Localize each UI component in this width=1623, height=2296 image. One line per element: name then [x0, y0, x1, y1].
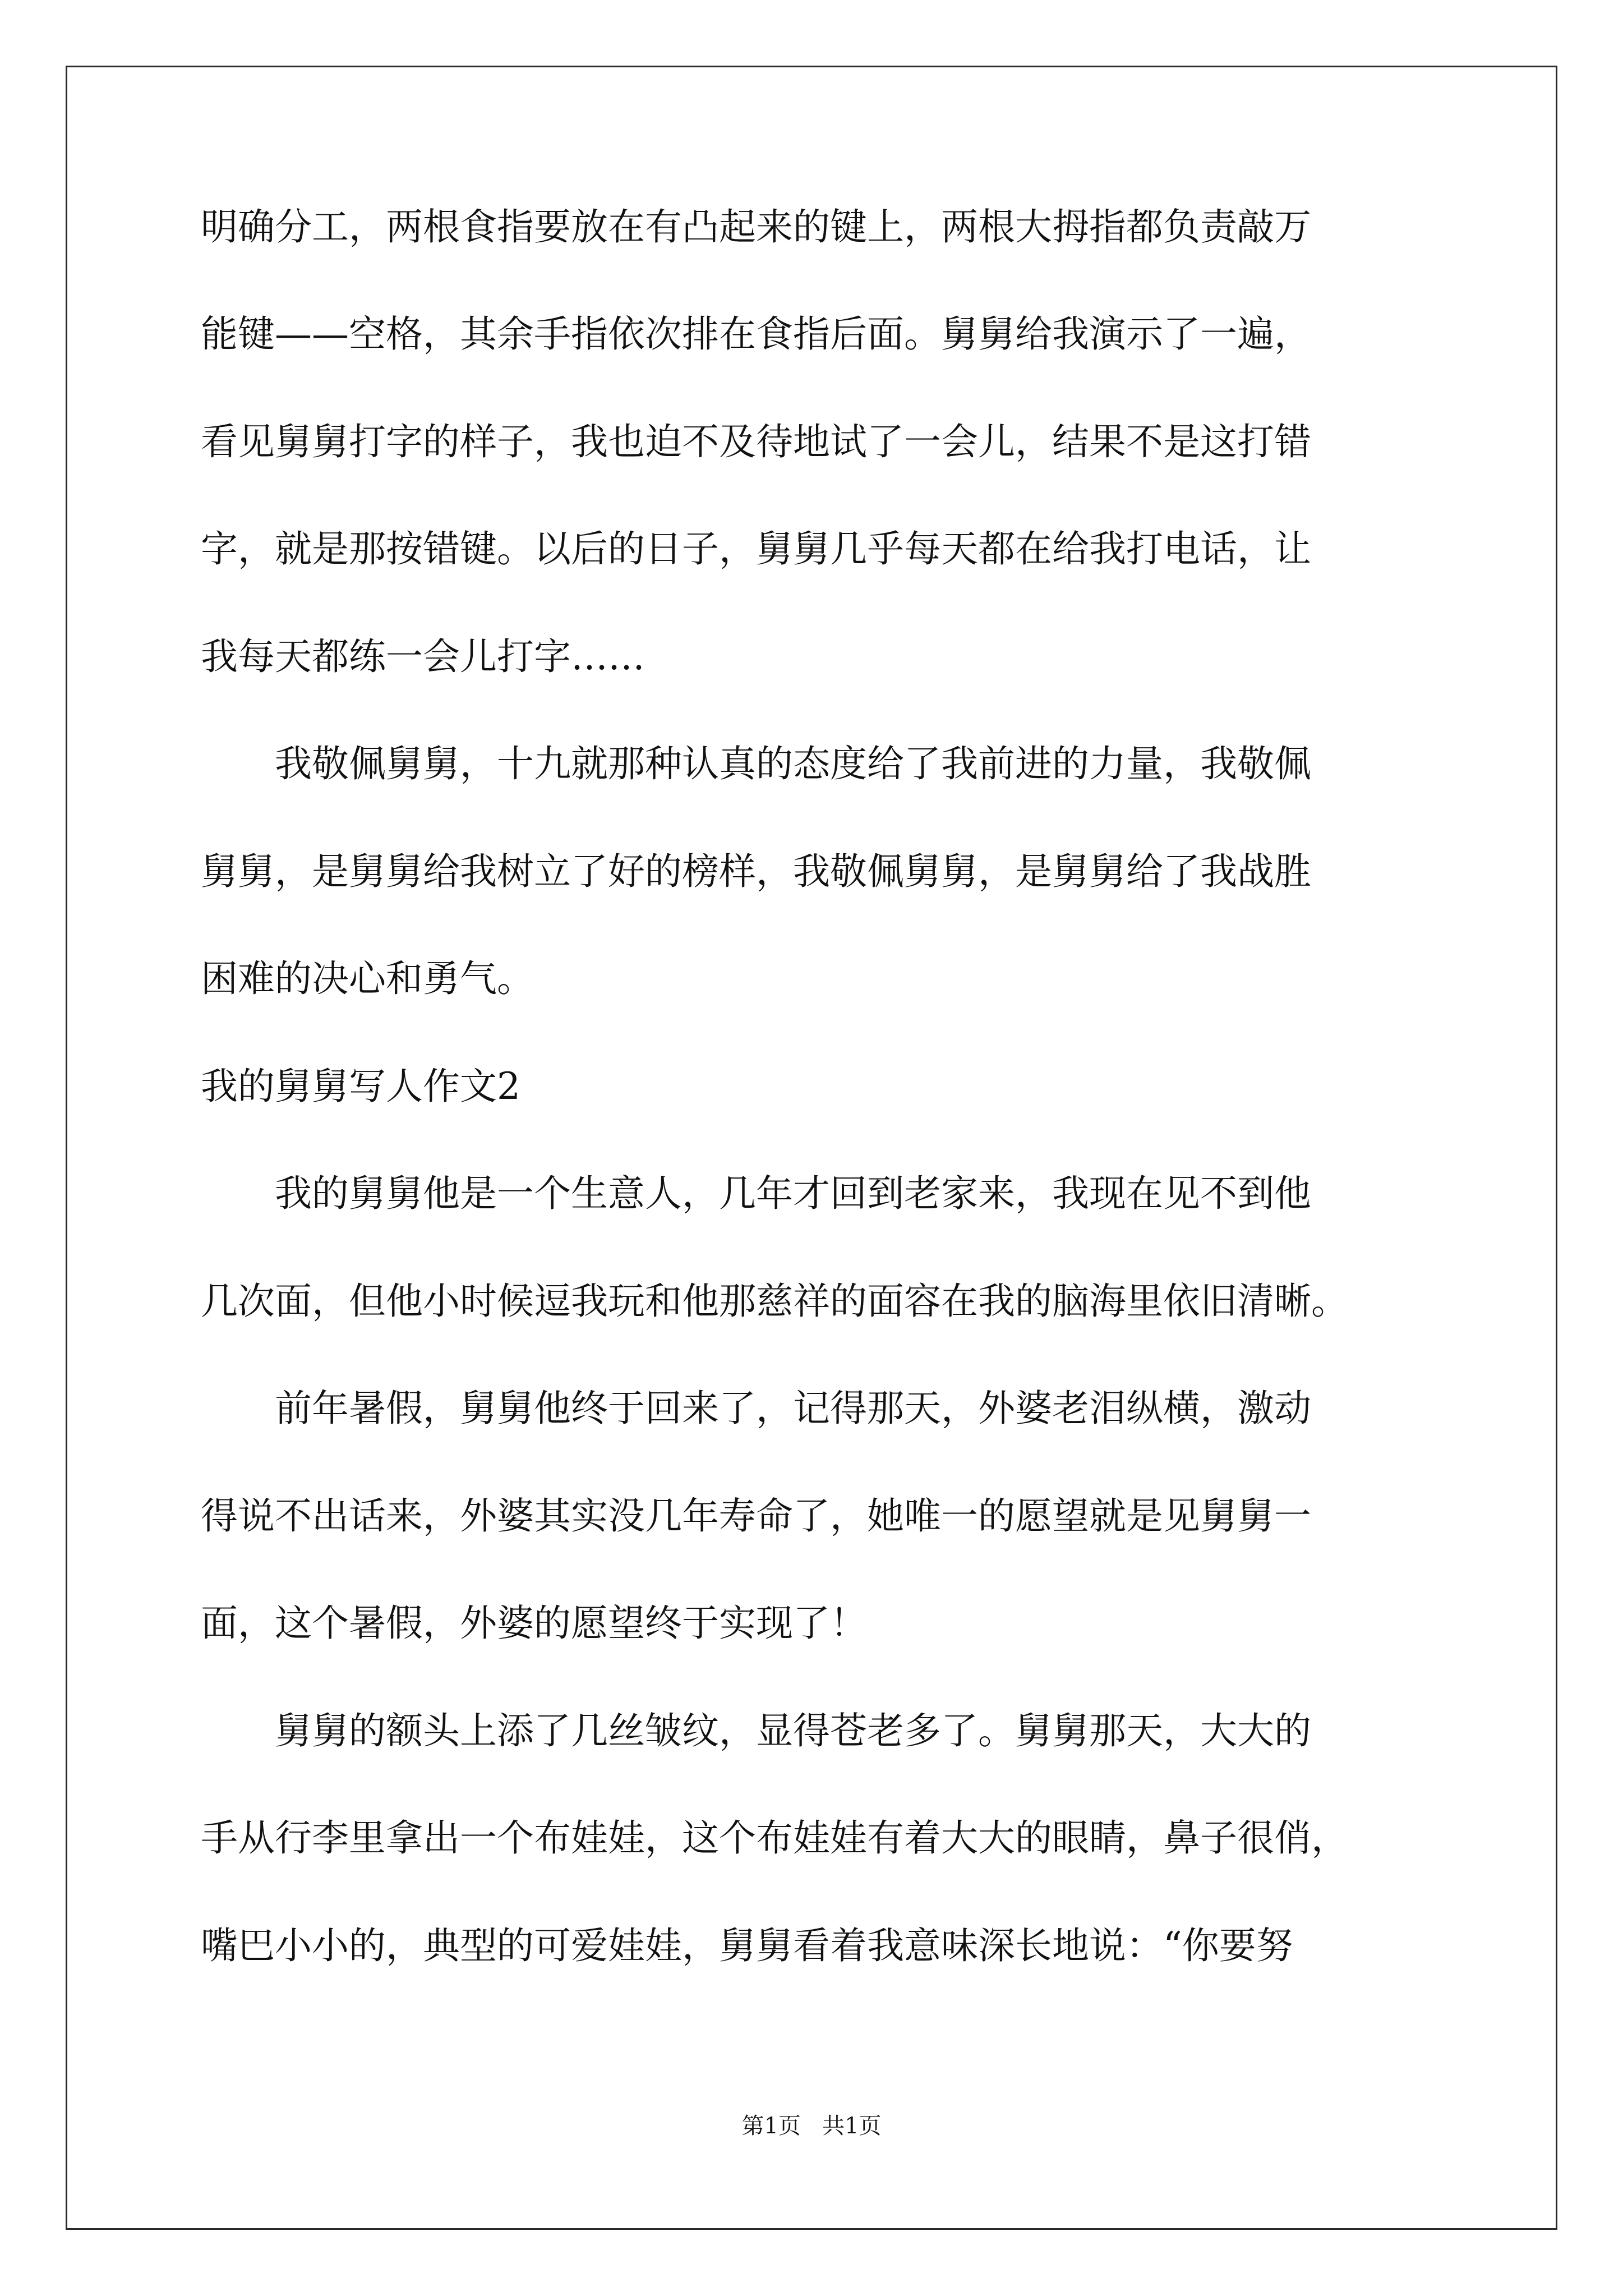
text-line: 得说不出话来，外婆其实没几年寿命了，她唯一的愿望就是见舅舅一 [201, 1494, 1311, 1538]
text-line: 我每天都练一会儿打字…… [201, 635, 645, 678]
text-line: 舅舅的额头上添了几丝皱纹，显得苍老多了。舅舅那天，大大的 [201, 1709, 1311, 1752]
text-line: 面，这个暑假，外婆的愿望终于实现了！ [201, 1602, 867, 1645]
text-line: 手从行李里拿出一个布娃娃，这个布娃娃有着大大的眼睛，鼻子很俏， [201, 1816, 1348, 1860]
text-line: 看见舅舅打字的样子，我也迫不及待地试了一会儿，结果不是这打错 [201, 420, 1311, 463]
page-border [66, 66, 1557, 2230]
text-line: 几次面，但他小时候逗我玩和他那慈祥的面容在我的脑海里依旧清晰。 [201, 1280, 1348, 1323]
text-line: 我敬佩舅舅，十九就那种认真的态度给了我前进的力量，我敬佩 [201, 742, 1311, 785]
text-line: 舅舅，是舅舅给我树立了好的榜样，我敬佩舅舅，是舅舅给了我战胜 [201, 850, 1311, 893]
text-line: 嘴巴小小的，典型的可爱娃娃，舅舅看着我意味深长地说：“你要努 [201, 1924, 1293, 1967]
text-line: 困难的决心和勇气。 [201, 957, 534, 1000]
text-line: 前年暑假，舅舅他终于回来了，记得那天，外婆老泪纵横，激动 [201, 1387, 1311, 1430]
section-heading: 我的舅舅写人作文2 [201, 1065, 520, 1108]
page-footer: 第1页 共1页 [741, 2113, 882, 2139]
text-line: 我的舅舅他是一个生意人，几年才回到老家来，我现在见不到他 [201, 1172, 1311, 1215]
text-line: 字，就是那按错键。以后的日子，舅舅几乎每天都在给我打电话，让 [201, 527, 1311, 570]
text-line: 明确分工，两根食指要放在有凸起来的键上，两根大拇指都负责敲万 [201, 205, 1311, 249]
text-line: 能键——空格，其余手指依次排在食指后面。舅舅给我演示了一遍， [201, 312, 1311, 356]
